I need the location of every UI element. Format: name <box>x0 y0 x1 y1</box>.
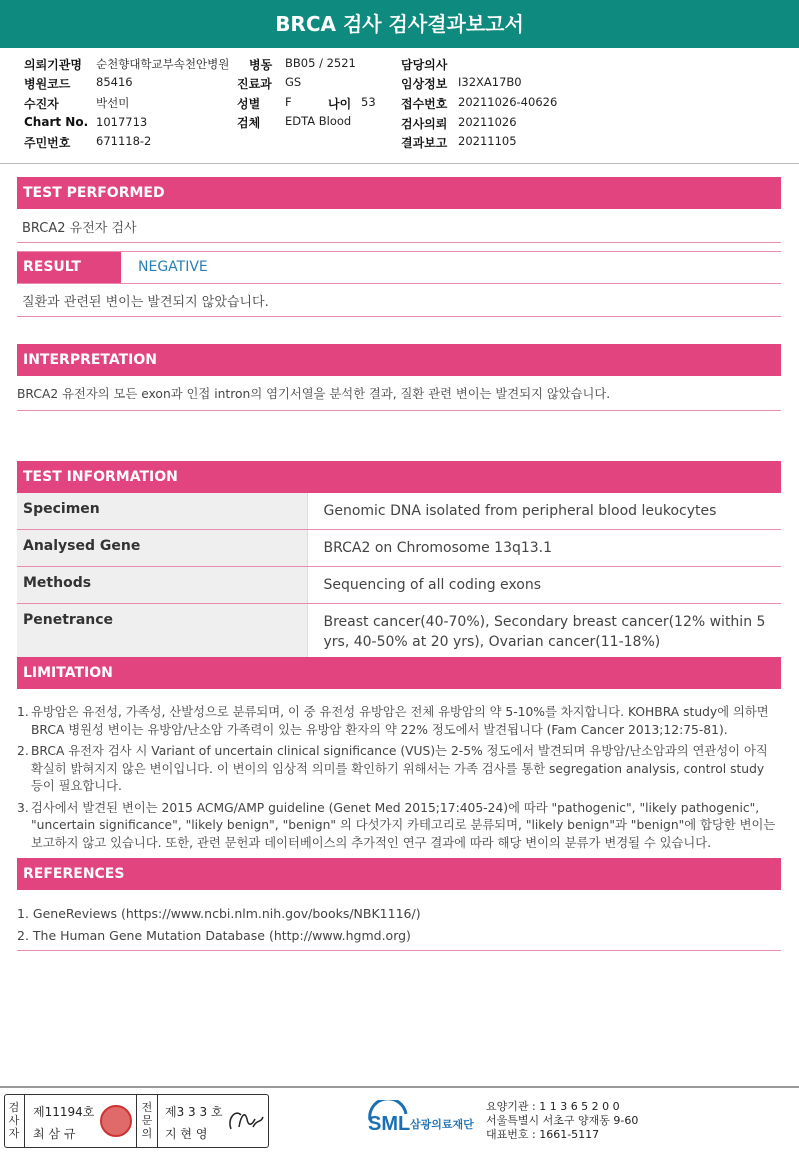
limitation-header: LIMITATION <box>17 657 781 689</box>
sex-value: F <box>285 95 292 109</box>
report-date-label: 결과보고 <box>401 136 448 150</box>
reviewer-number: 제3 3 3 호 <box>165 1105 223 1119</box>
resident-no-label: 주민번호 <box>24 136 71 150</box>
doctor-label: 담당의사 <box>401 58 448 72</box>
clinical-info-label: 임상정보 <box>401 77 448 91</box>
divider <box>136 1095 137 1147</box>
hospital-code-value: 85416 <box>96 75 133 89</box>
receipt-no-label: 접수번호 <box>401 97 448 111</box>
table-row <box>17 530 781 567</box>
sml-logo <box>366 1100 481 1140</box>
list-item-number: 3. <box>17 800 29 815</box>
references-header: REFERENCES <box>17 858 781 890</box>
methods-key: Methods <box>17 567 307 604</box>
specimen-value: EDTA Blood <box>285 114 352 128</box>
list-item-number: 1. <box>17 705 29 719</box>
tester-name: 최 삼 규 <box>33 1127 76 1141</box>
limitation-list <box>17 704 779 856</box>
age-label: 나이 <box>328 97 352 111</box>
resident-no-value: 671118-2 <box>96 134 152 148</box>
institution-value: 순천향대학교부속천안병원 <box>96 57 230 71</box>
test-performed-header: TEST PERFORMED <box>17 177 781 209</box>
footer-divider <box>0 1086 799 1088</box>
address: 서울특별시 서초구 양재동 9-60 <box>486 1114 639 1127</box>
interpretation-header: INTERPRETATION <box>17 344 781 376</box>
institution-code: 요양기관 : 1 1 3 6 5 2 0 0 <box>486 1100 620 1113</box>
department-label: 진료과 <box>237 77 272 91</box>
report-title: BRCA 검사 검사결과보고서 <box>0 0 799 48</box>
list-item-text: 검사에서 발견된 변이는 2015 ACMG/AMP guideline (Genet Med 2015;17:405-24)에 따라 "pathogenic", "likely pathogenic", "uncertain significance", "likely benign", "benign" 의 다섯가지 카테고리로 분류되며, "likely benign"과 "benign"에 합당한 변이는 보고하지 않고 있습니다. 또한, 관련 문헌과 데이터베이스의 추가적인 연구 결과에 따라 해당 변이의 분류가 변경될 수 있습니다. <box>31 800 776 850</box>
analysed-gene-value: BRCA2 on Chromosome 13q13.1 <box>307 530 781 567</box>
result-description: 질환과 관련된 변이는 발견되지 않았습니다. <box>22 295 269 310</box>
receipt-no-value: 20211026-40626 <box>458 95 558 109</box>
analysed-gene-key: Analysed Gene <box>17 530 307 567</box>
chart-no-value: 1017713 <box>96 115 148 129</box>
patient-name-label: 수진자 <box>24 97 59 111</box>
specimen-label: 검체 <box>237 116 261 130</box>
signature-icon <box>225 1105 265 1137</box>
reference-item: 1. GeneReviews (https://www.ncbi.nlm.nih.gov/books/NBK1116/) <box>17 906 421 921</box>
clinical-info-value: I32XA17B0 <box>458 75 522 89</box>
signature-box <box>4 1094 269 1148</box>
result-label: RESULT <box>17 252 121 283</box>
reviewer-name: 지 현 영 <box>165 1127 208 1141</box>
ward-label: 병동 <box>249 58 273 72</box>
penetrance-value: Breast cancer(40-70%), Secondary breast cancer(12% within 5 yrs, 40-50% at 20 yrs), Ovarian cancer(11-18%) <box>307 604 781 661</box>
test-information-header: TEST INFORMATION <box>17 461 781 493</box>
chart-no-label: Chart No. <box>24 115 89 129</box>
penetrance-key: Penetrance <box>17 604 307 661</box>
result-value: NEGATIVE <box>138 259 208 275</box>
references-list <box>17 903 779 947</box>
interpretation-text: BRCA2 유전자의 모든 exon과 인접 intron의 염기서열을 분석한 결과, 질환 관련 변이는 발견되지 않았습니다. <box>17 387 611 401</box>
hospital-code-label: 병원코드 <box>24 77 71 91</box>
table-row <box>17 493 781 530</box>
age-value: 53 <box>361 95 376 109</box>
ward-value: BB05 / 2521 <box>285 56 356 70</box>
table-row <box>17 604 781 661</box>
divider <box>17 242 781 243</box>
divider <box>17 950 781 951</box>
list-item-text: 유방암은 유전성, 가족성, 산발성으로 분류되며, 이 중 유전성 유방암은 전체 유방암의 약 5-10%를 차지합니다. KOHBRA study에 의하면 BRCA 병원성 변이는 유방암/난소암 가족력이 있는 유방암 환자의 약 22% 정도에서 발견됩니다 (Fam Cancer 2013;12:75-81). <box>31 705 769 737</box>
methods-value: Sequencing of all coding exons <box>307 567 781 604</box>
tester-number: 제11194호 <box>33 1105 95 1119</box>
sml-logo-icon <box>366 1100 481 1140</box>
organization-info <box>486 1100 638 1142</box>
request-date-label: 검사의뢰 <box>401 117 448 131</box>
org-name: 삼광의료재단 <box>410 1118 474 1131</box>
divider <box>157 1095 158 1147</box>
divider <box>17 283 781 284</box>
divider <box>17 410 781 411</box>
table-row <box>17 567 781 604</box>
reference-item: 2. The Human Gene Mutation Database (http://www.hgmd.org) <box>17 928 411 943</box>
list-item-text: BRCA 유전자 검사 시 Variant of uncertain clinical significance (VUS)는 2-5% 정도에서 발견되며 유방암/난소암과의 연관성이 아직 확실히 밝혀지지 않은 변이입니다. 이 변이의 임상적 의미를 확인하기 위해서는 가족 검사를 통한 segregation analysis, control study 등이 필요합니다. <box>31 744 768 793</box>
test-performed-value: BRCA2 유전자 검사 <box>22 221 137 236</box>
divider <box>17 316 781 317</box>
specimen-value: Genomic DNA isolated from peripheral blood leukocytes <box>307 493 781 530</box>
list-item-number: 2. <box>17 744 29 758</box>
department-value: GS <box>285 75 302 89</box>
sex-label: 성별 <box>237 97 261 111</box>
institution-label: 의뢰기관명 <box>24 58 82 72</box>
list-item <box>17 704 779 739</box>
patient-info <box>0 48 799 164</box>
request-date-value: 20211026 <box>458 115 517 129</box>
seal-stamp-icon <box>100 1105 132 1137</box>
phone: 대표번호 : 1661-5117 <box>486 1128 600 1141</box>
divider <box>17 251 781 252</box>
report-date-value: 20211105 <box>458 134 517 148</box>
test-information-table <box>17 493 781 661</box>
logo-text: SML <box>368 1113 411 1135</box>
list-item <box>17 743 779 796</box>
tester-vertical-label: 검사자 <box>8 1101 20 1140</box>
divider <box>24 1095 25 1147</box>
patient-name-value: 박선미 <box>96 96 130 110</box>
list-item <box>17 800 779 853</box>
specimen-key: Specimen <box>17 493 307 530</box>
reviewer-vertical-label: 전문의 <box>141 1101 153 1140</box>
